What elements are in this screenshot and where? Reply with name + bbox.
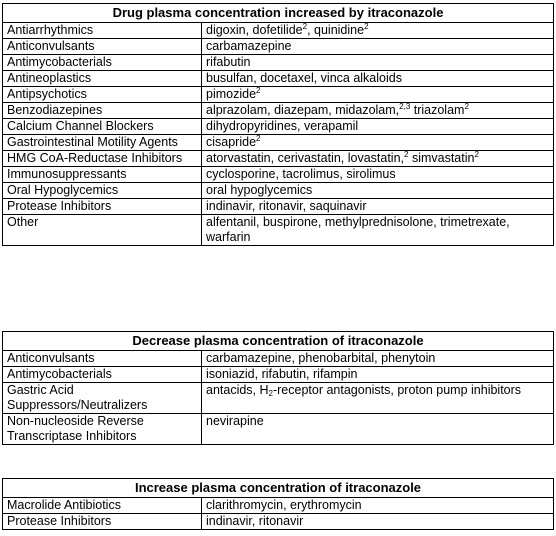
- table-row: [3, 514, 554, 530]
- drug-class-cell: Antineoplastics: [3, 71, 202, 87]
- drugs-cell: [202, 367, 554, 383]
- increased-by-itraconazole-table: [2, 3, 554, 246]
- drug-class-cell: HMG CoA-Reductase Inhibitors: [3, 151, 202, 167]
- drugs-cell: [202, 199, 554, 215]
- drug-class-cell: Anticonvulsants: [3, 39, 202, 55]
- table-row: [3, 23, 554, 39]
- drug-class-cell: Gastric Acid Suppressors/Neutralizers: [3, 383, 202, 414]
- drugs-cell: [202, 414, 554, 445]
- drug-text: clarithromycin, erythromycin: [206, 498, 362, 512]
- footnote-ref: 2: [302, 22, 308, 31]
- table-row: [3, 199, 554, 215]
- drugs-cell: [202, 383, 554, 414]
- drug-text: atorvastatin, cerivastatin, lovastatin,: [206, 151, 405, 165]
- drugs-cell: [202, 514, 554, 530]
- drugs-cell: [202, 215, 554, 246]
- decrease-itraconazole-table: [2, 331, 554, 445]
- drug-text: indinavir, ritonavir: [206, 514, 304, 528]
- drug-class-cell: Gastrointestinal Motility Agents: [3, 135, 202, 151]
- table-row: [3, 215, 554, 246]
- drug-text: alprazolam, diazepam, midazolam,: [206, 103, 400, 117]
- drug-text: pimozide: [206, 87, 257, 101]
- drug-class-cell: Anticonvulsants: [3, 351, 202, 367]
- table-body: [3, 498, 554, 530]
- drugs-cell: [202, 135, 554, 151]
- drug-text: alfentanil, buspirone, methylprednisolone, trimetrexate, warfarin: [206, 215, 510, 244]
- drugs-cell: [202, 71, 554, 87]
- footnote-ref: 2: [464, 102, 469, 111]
- drug-class-cell: Benzodiazepines: [3, 103, 202, 119]
- table-row: [3, 87, 554, 103]
- table-row: [3, 414, 554, 445]
- drugs-cell: [202, 39, 554, 55]
- table-row: [3, 151, 554, 167]
- drugs-cell: [202, 167, 554, 183]
- increase-itraconazole-table: [2, 478, 554, 530]
- drug-class-cell: Protease Inhibitors: [3, 514, 202, 530]
- drug-text: cyclosporine, tacrolimus, sirolimus: [206, 167, 396, 181]
- drugs-cell: [202, 103, 554, 119]
- drug-text: triazolam: [410, 103, 465, 117]
- table-row: [3, 55, 554, 71]
- drug-text: digoxin, dofetilide: [206, 23, 303, 37]
- drug-class-cell: Calcium Channel Blockers: [3, 119, 202, 135]
- drugs-cell: [202, 119, 554, 135]
- table-body: [3, 23, 554, 246]
- drug-text: cisapride: [206, 135, 257, 149]
- drug-text: dihydropyridines, verapamil: [206, 119, 359, 133]
- subscript: 2: [268, 389, 273, 398]
- drug-text: indinavir, ritonavir, saquinavir: [206, 199, 367, 213]
- drugs-cell: [202, 23, 554, 39]
- drug-text: , quinidine: [307, 23, 365, 37]
- drug-class-cell: Macrolide Antibiotics: [3, 498, 202, 514]
- drug-text: simvastatin: [408, 151, 475, 165]
- footnote-ref: 2: [474, 150, 479, 159]
- drug-text: rifabutin: [206, 55, 251, 69]
- drug-class-cell: Non-nucleoside Reverse Transcriptase Inhibitors: [3, 414, 202, 445]
- drug-text: nevirapine: [206, 414, 264, 428]
- drugs-cell: [202, 55, 554, 71]
- table-title: Decrease plasma concentration of itraconazole: [3, 332, 554, 351]
- drug-class-cell: Antiarrhythmics: [3, 23, 202, 39]
- drug-text: busulfan, docetaxel, vinca alkaloids: [206, 71, 402, 85]
- footnote-ref: 2: [404, 150, 409, 159]
- drug-text: carbamazepine: [206, 39, 292, 53]
- table-row: [3, 135, 554, 151]
- drug-text: oral hypoglycemics: [206, 183, 313, 197]
- drugs-cell: [202, 183, 554, 199]
- table-row: [3, 367, 554, 383]
- table-row: [3, 351, 554, 367]
- table-body: [3, 351, 554, 445]
- drug-class-cell: Protease Inhibitors: [3, 199, 202, 215]
- drugs-cell: [202, 351, 554, 367]
- table-row: [3, 167, 554, 183]
- table-title: Drug plasma concentration increased by itraconazole: [3, 4, 554, 23]
- drugs-cell: [202, 87, 554, 103]
- footnote-ref: 2,3: [399, 102, 411, 111]
- drug-text: antacids, H: [206, 383, 269, 397]
- drug-class-cell: Antipsychotics: [3, 87, 202, 103]
- footnote-ref: 2: [364, 22, 369, 31]
- drug-class-cell: Other: [3, 215, 202, 246]
- drugs-cell: [202, 151, 554, 167]
- drug-class-cell: Antimycobacterials: [3, 55, 202, 71]
- footnote-ref: 2: [256, 86, 261, 95]
- table-row: [3, 183, 554, 199]
- drug-class-cell: Oral Hypoglycemics: [3, 183, 202, 199]
- drug-text: carbamazepine, phenobarbital, phenytoin: [206, 351, 436, 365]
- table-row: [3, 103, 554, 119]
- drugs-cell: [202, 498, 554, 514]
- table-row: [3, 71, 554, 87]
- drug-class-cell: Antimycobacterials: [3, 367, 202, 383]
- drug-text: -receptor antagonists, proton pump inhibitors: [272, 383, 522, 397]
- drug-class-cell: Immunosuppressants: [3, 167, 202, 183]
- table-row: [3, 39, 554, 55]
- drug-text: isoniazid, rifabutin, rifampin: [206, 367, 358, 381]
- footnote-ref: 2: [256, 134, 261, 143]
- table-row: [3, 383, 554, 414]
- table-row: [3, 119, 554, 135]
- table-row: [3, 498, 554, 514]
- table-title: Increase plasma concentration of itraconazole: [3, 479, 554, 498]
